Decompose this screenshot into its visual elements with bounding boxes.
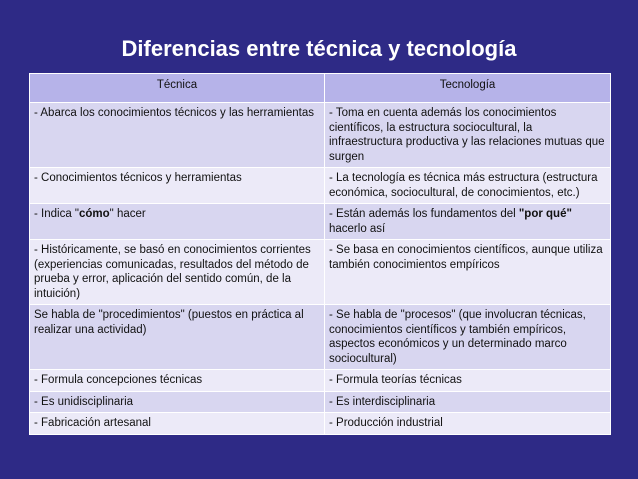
table-row	[30, 103, 611, 168]
column-header-tecnica: Técnica	[30, 74, 325, 103]
column-header-tecnologia: Tecnología	[325, 74, 611, 103]
table-header-row	[30, 74, 611, 103]
cell-tecnologia	[325, 204, 611, 240]
cell-tecnica: - Fabricación artesanal	[30, 413, 325, 435]
table-row	[30, 305, 611, 370]
cell-tecnologia: - Se habla de "procesos" (que involucran técnicas, conocimientos científicos y también empíricos, aspectos económicos y un determinado marco sociocultural)	[325, 305, 611, 370]
emphasis-text: "por qué"	[518, 208, 572, 220]
comparison-table	[29, 73, 611, 435]
cell-tecnologia: - Producción industrial	[325, 413, 611, 435]
cell-text: - Están además los fundamentos del	[329, 208, 519, 220]
table-row	[30, 391, 611, 413]
cell-tecnica: - Formula concepciones técnicas	[30, 370, 325, 392]
cell-tecnica: - Conocimientos técnicos y herramientas	[30, 168, 325, 204]
cell-tecnica: Se habla de "procedimientos" (puestos en práctica al realizar una actividad)	[30, 305, 325, 370]
cell-tecnologia: - Toma en cuenta además los conocimientos científicos, la estructura sociocultural, la infraestructura productiva y las relaciones mutuas que surgen	[325, 103, 611, 168]
table-row	[30, 204, 611, 240]
emphasis-text: cómo	[79, 208, 110, 220]
cell-tecnologia: - La tecnología es técnica más estructura (estructura económica, sociocultural, de conocimientos, etc.)	[325, 168, 611, 204]
table-row	[30, 240, 611, 305]
cell-tecnologia: - Es interdisciplinaria	[325, 391, 611, 413]
cell-tecnica: - Es unidisciplinaria	[30, 391, 325, 413]
cell-tecnologia: - Se basa en conocimientos científicos, aunque utiliza también conocimientos empíricos	[325, 240, 611, 305]
cell-text: - Indica "	[34, 208, 79, 220]
table-row	[30, 413, 611, 435]
slide-title: Diferencias entre técnica y tecnología	[121, 36, 517, 61]
cell-tecnica: - Históricamente, se basó en conocimientos corrientes (experiencias comunicadas, resultados del método de prueba y error, aplicación del sentido común, de la intuición)	[30, 240, 325, 305]
cell-tecnica: - Abarca los conocimientos técnicos y las herramientas	[30, 103, 325, 168]
cell-tecnologia: - Formula teorías técnicas	[325, 370, 611, 392]
table-row	[30, 370, 611, 392]
table-row	[30, 168, 611, 204]
cell-text: hacerlo así	[329, 222, 386, 235]
cell-text: " hacer	[109, 208, 146, 220]
cell-tecnica	[30, 204, 325, 240]
